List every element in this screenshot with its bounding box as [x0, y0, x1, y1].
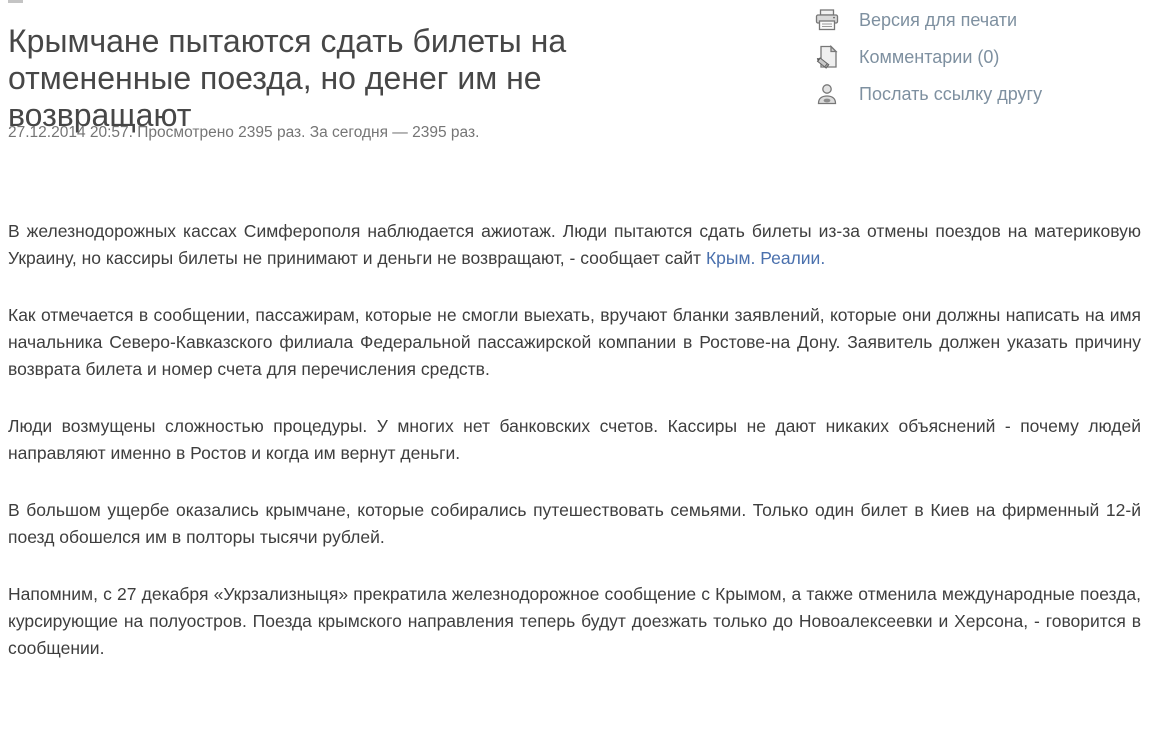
paragraph-5: Напомним, с 27 декабря «Укрзализныця» прекратила железнодорожное сообщение с Крымом, а также отменила международные поезда, курсирующие на полуостров. Поезда крымского направления теперь будут доезжать только до Новоалексеевки и Херсона, - говорится в сообщении.	[8, 584, 1141, 658]
comments-label[interactable]: Комментарии (0)	[859, 46, 1000, 67]
print-version-label[interactable]: Версия для печати	[859, 9, 1018, 30]
paragraph-4: В большом ущербе оказались крымчане, которые собирались путешествовать семьями. Только один билет в Киев на фирменный 12-й поезд обошелся им в полторы тысячи рублей.	[8, 500, 1141, 547]
article-body	[8, 218, 1141, 692]
printer-icon[interactable]	[813, 9, 840, 31]
send-to-friend-link[interactable]	[813, 82, 1042, 106]
article-actions	[813, 8, 1042, 119]
paragraph-2: Как отмечается в сообщении, пассажирам, которые не смогли выехать, вручают бланки заявлений, которые они должны написать на имя начальника Северо-Кавказского филиала Федеральной пассажирской компании в Ростове-на Дону. Заявитель должен указать причину возврата билета и номер счета для перечисления средств.	[8, 305, 1141, 379]
paragraph-3: Люди возмущены сложностью процедуры. У многих нет банковских счетов. Кассиры не дают никаких объяснений - почему людей направляют именно в Ростов и когда им вернут деньги.	[8, 416, 1141, 463]
paragraph-1	[8, 218, 1141, 272]
paragraph-1-text: В железнодорожных кассах Симферополя наблюдается ажиотаж. Люди пытаются сдать билеты из-за отмены поездов на материковую Украину, но кассиры билеты не принимают и деньги не возвращают, - сообщает сайт	[8, 221, 1141, 268]
article-meta: 27.12.2014 20:57. Просмотрено 2395 раз. За сегодня — 2395 раз.	[8, 124, 480, 141]
page-title: Крымчане пытаются сдать билеты на отмененные поезда, но денег им не возвращают	[8, 23, 567, 134]
send-to-friend-label[interactable]: Послать ссылку другу	[859, 83, 1043, 104]
comment-edit-icon[interactable]	[813, 45, 840, 69]
source-site-link[interactable]: Крым. Реалии.	[705, 248, 826, 268]
comments-link[interactable]	[813, 45, 1042, 69]
print-version-link[interactable]	[813, 8, 1042, 32]
person-icon[interactable]	[813, 83, 840, 105]
cropped-element-fragment	[8, 0, 23, 3]
